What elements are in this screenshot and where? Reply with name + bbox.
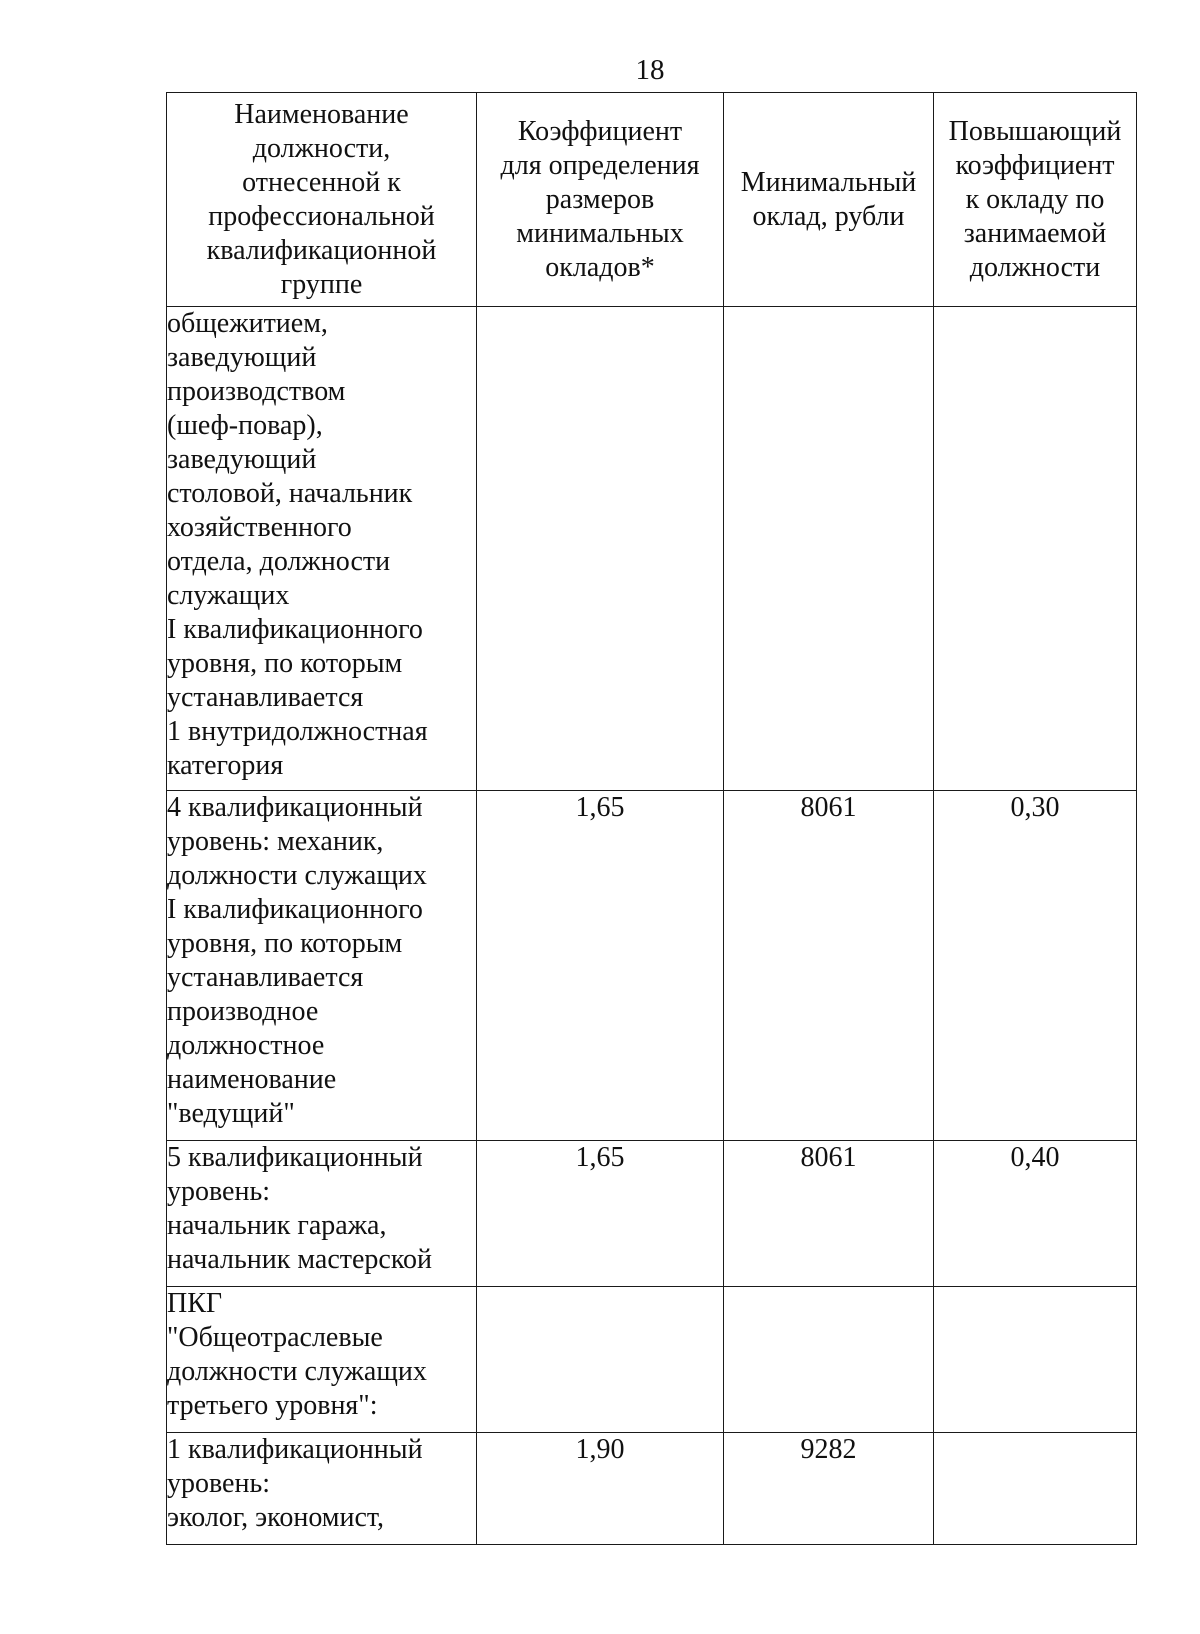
header-raise-coefficient-label: Повышающий коэффициент к окладу по занимаемой должности [948, 115, 1122, 283]
table-row [167, 307, 1137, 791]
header-coefficient-label: Коэффициент для определения размеров минимальных окладов* [500, 115, 700, 283]
position-name-cell: общежитием, заведующий производством (шеф-повар), заведующий столовой, начальник хозяйственного отдела, должности служащих I квалификационного уровня, по которым устанавливается 1 внутридолжностная категория [167, 307, 477, 791]
min-salary-cell: 8061 [724, 1141, 934, 1287]
coefficient-cell [477, 1287, 724, 1433]
position-name-cell: 4 квалификационный уровень: механик, должности служащих I квалификационного уровня, по которым устанавливается производное должностное наименование "ведущий" [167, 791, 477, 1141]
raise-coefficient-cell [934, 1287, 1137, 1433]
raise-coefficient-cell: 0,30 [934, 791, 1137, 1141]
min-salary-cell: 8061 [724, 791, 934, 1141]
table-row [167, 1287, 1137, 1433]
header-min-salary-label: Минимальный оклад, рубли [740, 166, 917, 232]
coefficient-cell [477, 307, 724, 791]
coefficient-cell: 1,90 [477, 1433, 724, 1545]
coefficient-cell: 1,65 [477, 791, 724, 1141]
table-row [167, 791, 1137, 1141]
header-raise-coefficient [934, 93, 1137, 307]
salary-table [166, 92, 1137, 1545]
header-coefficient [477, 93, 724, 307]
position-name-cell: 1 квалификационный уровень: эколог, экономист, [167, 1433, 477, 1545]
min-salary-cell: 9282 [724, 1433, 934, 1545]
table-header-row [167, 93, 1137, 307]
table-row [167, 1141, 1137, 1287]
header-min-salary [724, 93, 934, 307]
header-position-name [167, 93, 477, 307]
position-name-cell: ПКГ "Общеотраслевые должности служащих третьего уровня": [167, 1287, 477, 1433]
raise-coefficient-cell [934, 307, 1137, 791]
coefficient-cell: 1,65 [477, 1141, 724, 1287]
position-name-cell: 5 квалификационный уровень: начальник гаража, начальник мастерской [167, 1141, 477, 1287]
min-salary-cell [724, 307, 934, 791]
header-position-name-label: Наименование должности, отнесенной к профессиональной квалификационной группе [206, 98, 437, 300]
table-row [167, 1433, 1137, 1545]
raise-coefficient-cell [934, 1433, 1137, 1545]
min-salary-cell [724, 1287, 934, 1433]
page-number: 18 [635, 54, 665, 86]
raise-coefficient-cell: 0,40 [934, 1141, 1137, 1287]
